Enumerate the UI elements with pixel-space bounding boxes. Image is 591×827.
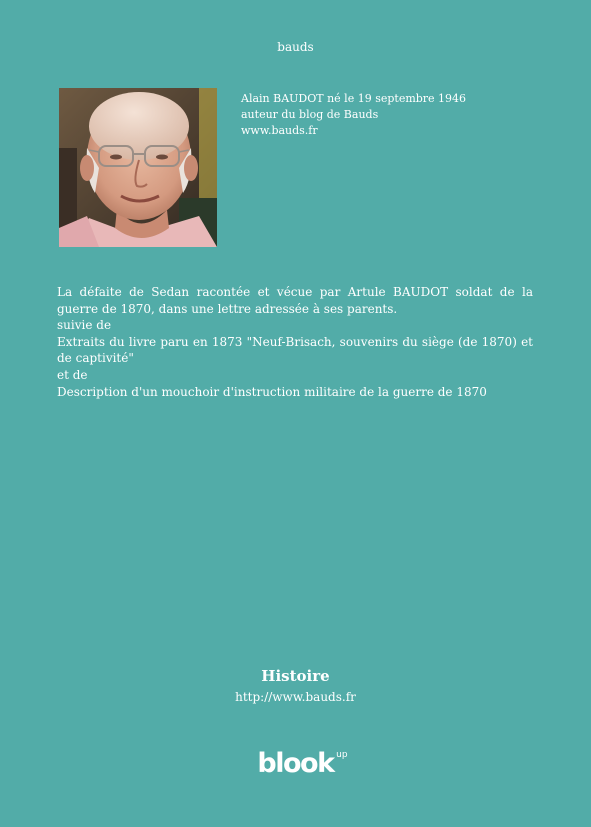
footer-url: http://www.bauds.fr (235, 690, 356, 704)
author-birth-line: Alain BAUDOT né le 19 septembre 1946 (241, 92, 467, 105)
summary-connector: suivie de (57, 318, 112, 333)
author-portrait (59, 88, 217, 247)
publisher-logo (0, 748, 591, 779)
summary-paragraph: Extraits du livre paru en 1873 "Neuf-Brisach, souvenirs du siège (de 1870) et de captivité" (57, 334, 533, 366)
book-summary (57, 284, 533, 400)
brand-superscript: up (336, 750, 348, 760)
summary-connector: et de (57, 367, 88, 382)
site-name: bauds (277, 40, 314, 54)
summary-paragraph: La défaite de Sedan racontée et vécue par Artule BAUDOT soldat de la guerre de 1870, dans une lettre adressée à ses parents. (57, 285, 533, 316)
brand-name: blook (257, 748, 334, 779)
book-category: Histoire (261, 667, 330, 685)
brand-logo (257, 748, 348, 779)
author-website: www.bauds.fr (241, 124, 318, 137)
summary-paragraph: Description d'un mouchoir d'instruction militaire de la guerre de 1870 (57, 384, 487, 399)
author-info (241, 91, 541, 139)
author-blog-line: auteur du blog de Bauds (241, 108, 379, 121)
portrait-photo-icon (59, 88, 217, 247)
